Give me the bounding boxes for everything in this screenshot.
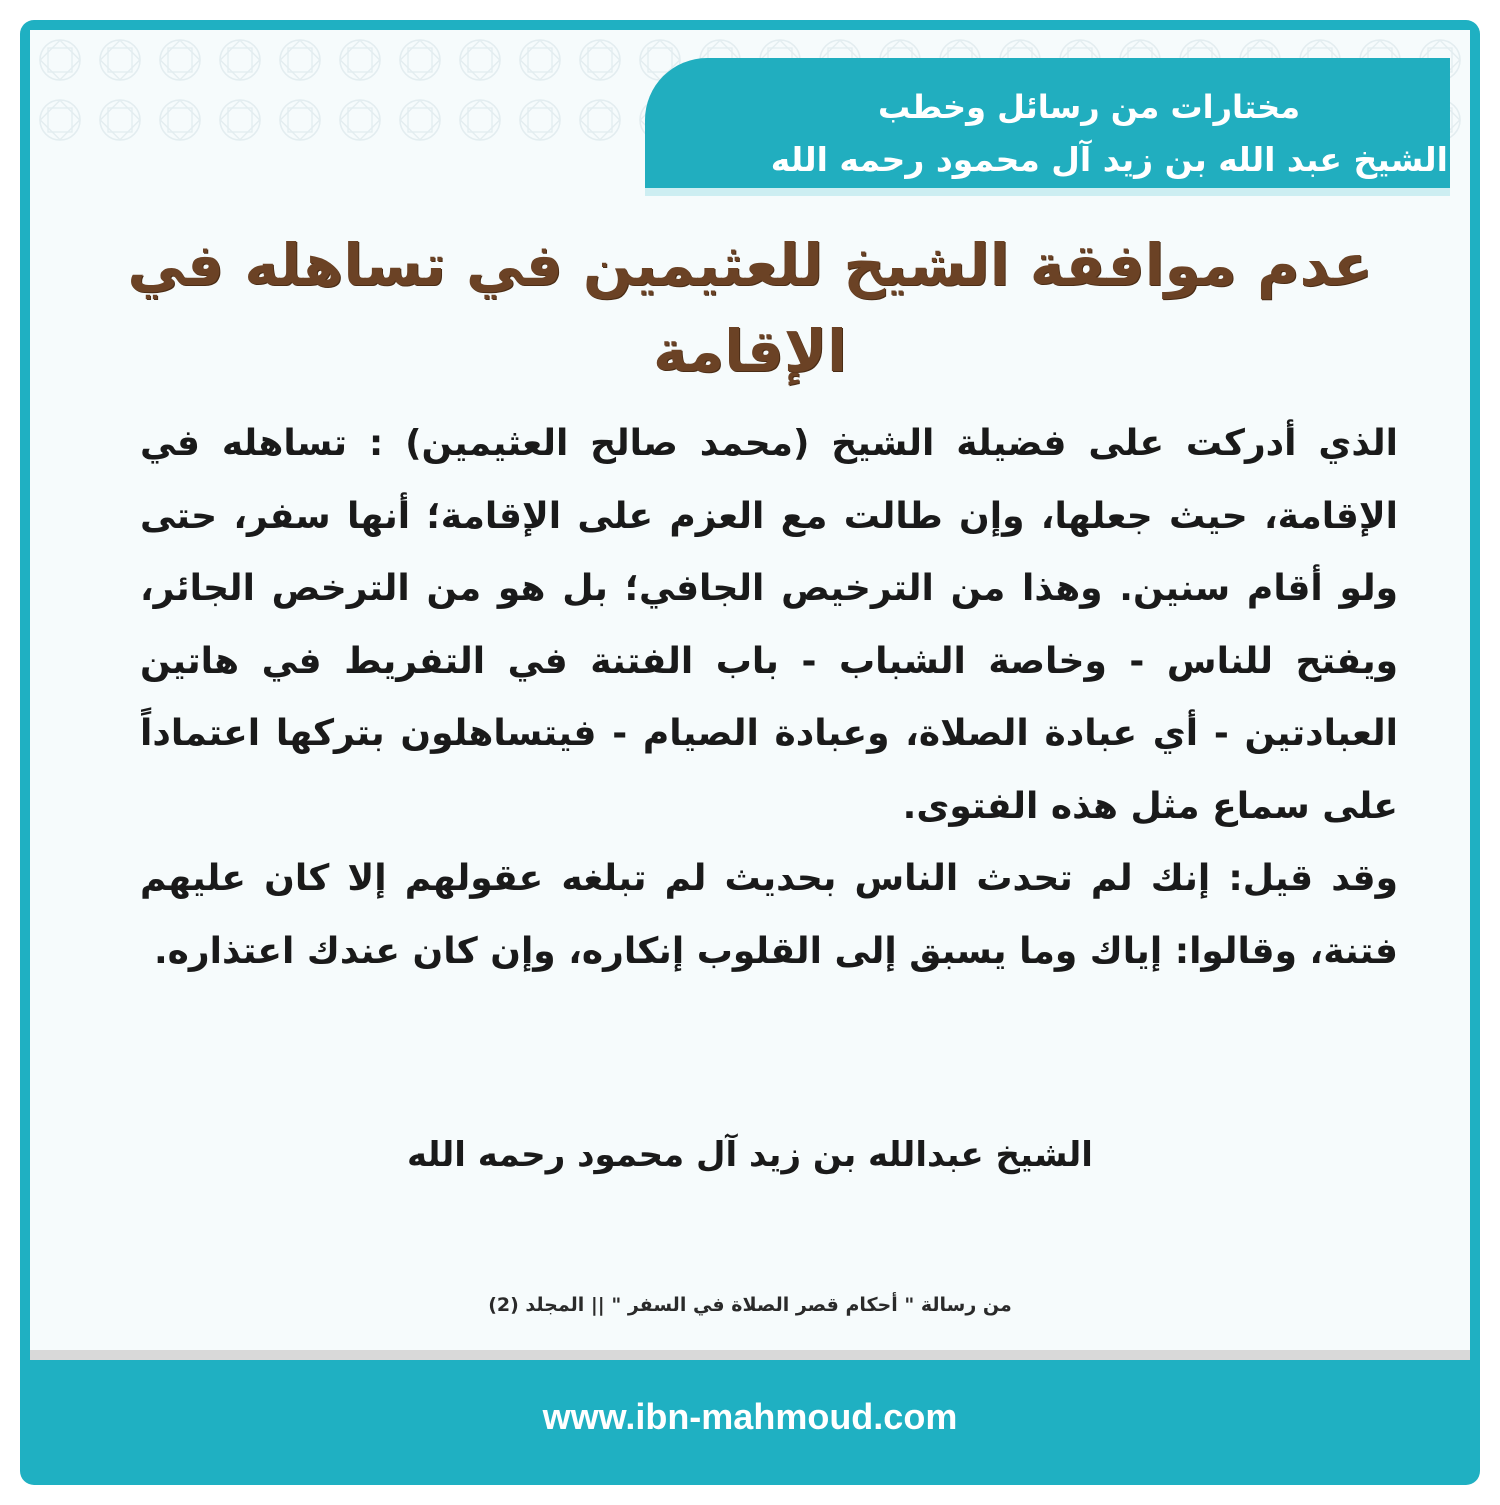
header-series-title: مختارات من رسائل وخطب <box>877 88 1300 126</box>
footer-divider <box>30 1350 1470 1360</box>
paragraph-2: وقد قيل: إنك لم تحدث الناس بحديث لم تبلغه عقولهم إلا كان عليهم فتنة، وقالوا: إياك وما يسبق إلى القلوب إنكاره، وإن كان عندك اعتذاره. <box>140 858 1398 972</box>
website-link[interactable]: www.ibn-mahmoud.com <box>542 1396 958 1437</box>
page-title: عدم موافقة الشيخ للعثيمين في تساهله في الإقامة <box>127 231 1373 385</box>
paragraph-1: الذي أدركت على فضيلة الشيخ (محمد صالح العثيمين) : تساهله في الإقامة، حيث جعلها، وإن طالت مع العزم على الإقامة؛ أنها سفر، حتى ولو أقام سنين. وهذا من الترخيص الجافي؛ بل هو من الترخص الجائر، ويفتح للناس - وخاصة الشباب - باب الفتنة في التفريط في هاتين العبادتين - أي عبادة الصلاة، وعبادة الصيام - فيتساهلون بتركها اعتماداً على سماع مثل هذه الفتوى. <box>140 423 1398 827</box>
author-signature: الشيخ عبدالله بن زيد آل محمود رحمه الله <box>407 1135 1093 1175</box>
source-citation: من رسالة " أحكام قصر الصلاة في السفر " || المجلد (2) <box>488 1294 1012 1316</box>
article-body <box>140 408 1398 988</box>
header-author-name: الشيخ عبد الله بن زيد آل محمود رحمه الله <box>770 140 1448 179</box>
